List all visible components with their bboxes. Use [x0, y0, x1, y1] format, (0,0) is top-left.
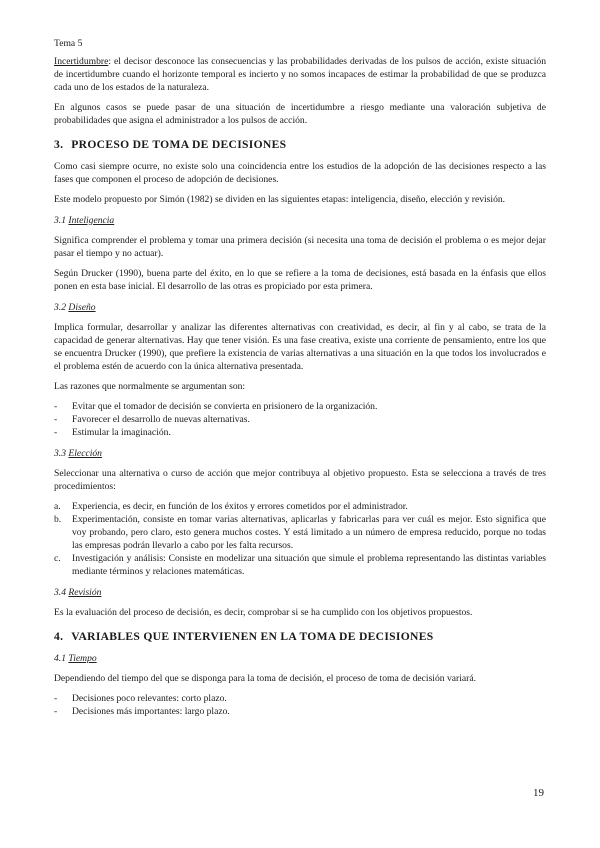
- procedures-list: [54, 500, 546, 578]
- topic-header: Tema 5: [54, 38, 83, 49]
- section-4-number: 4.: [54, 630, 64, 643]
- subsection-3-2-paragraph-1: Implica formular, desarrollar y analizar las diferentes alternativas con creatividad, es decir, al fin y al cabo, se trata de la capacidad de generar alternativas. Hay que tener visión. Es una fase creativa, existe una corriente de pensamiento, entre los que se encuentra Drucker (1990), que prefiere la existencia de varias alternativas a una situación en la que todos los involucrados e el problema estén de acuerdo con la única alternativa presentada.: [54, 322, 546, 372]
- section-3-heading: [54, 138, 546, 152]
- time-list: [54, 692, 546, 718]
- section-3-title: PROCESO DE TOMA DE DECISIONES: [71, 138, 287, 151]
- list-marker: b.: [54, 514, 62, 525]
- subsection-3-4-label: Revisión: [68, 587, 102, 598]
- reasons-list: [54, 400, 546, 439]
- subsection-4-1-number: 4.1: [54, 653, 66, 664]
- subsection-4-1-label: Tiempo: [68, 653, 97, 664]
- subsection-4-1-heading: [54, 652, 546, 665]
- subsection-3-1-label: Inteligencia: [68, 215, 115, 226]
- list-marker: c.: [54, 553, 61, 564]
- list-marker: a.: [54, 501, 61, 512]
- list-item: - Favorecer el desarrollo de nuevas alternativas.: [54, 413, 546, 426]
- list-item: [54, 552, 546, 578]
- section-4-title: VARIABLES QUE INTERVIENEN EN LA TOMA DE DECISIONES: [71, 630, 434, 643]
- uncertainty-term: Incertidumbre: [54, 56, 109, 67]
- risk-paragraph: En algunos casos se puede pasar de una situación de incertidumbre a riesgo mediante una valoración subjetiva de probabilidades que asigna el administrador a los pulsos de acción.: [54, 102, 546, 126]
- list-item-text: Experimentación, consiste en tomar varias alternativas, aplicarlas y fabricarlas para ver cuál es mejor. Esto significa que voy probando, pero claro, esto genera muchos costes. Y está limitado a un número de empresa reducido, porque no todas las empresas podrán llevarlo a cabo por les falta recursos.: [72, 514, 546, 551]
- list-item: [54, 513, 546, 552]
- section-3-paragraph-2: Este modelo propuesto por Simón (1982) se dividen en las siguientes etapas: inteligencia, diseño, elección y revisión.: [54, 194, 506, 205]
- subsection-3-4-number: 3.4: [54, 587, 66, 598]
- list-item: - Decisiones más importantes: largo plazo.: [54, 705, 546, 718]
- section-3-paragraph-1: Como casi siempre ocurre, no existe solo una coincidencia entre los estudios de la adopción de las decisiones respecto a las fases que componen el proceso de adopción de decisiones.: [54, 161, 546, 185]
- list-item-text: Experiencia, es decir, en función de los éxitos y errores cometidos por el administrador.: [72, 501, 408, 512]
- list-item-text: Investigación y análisis: Consiste en modelizar una situación que simule el problema representando las distintas variables mediante términos y relaciones matemáticas.: [72, 553, 546, 577]
- subsection-3-2-heading: [54, 301, 546, 314]
- subsection-3-1-paragraph-2: Según Drucker (1990), buena parte del éxito, en lo que se refiere a la toma de decisiones, está basada en la énfasis que ellos ponen en esta base inicial. El desarrollo de las otras es propiciado por esta primera.: [54, 268, 546, 292]
- subsection-3-3-number: 3.3: [54, 448, 66, 459]
- list-item: - Decisiones poco relevantes: corto plazo.: [54, 692, 546, 705]
- subsection-3-2-label: Diseño: [68, 302, 96, 313]
- uncertainty-paragraph: [54, 55, 546, 94]
- section-4-heading: [54, 630, 546, 644]
- subsection-3-3-heading: [54, 447, 546, 460]
- section-3-number: 3.: [54, 138, 64, 151]
- subsection-3-4-paragraph-1: Es la evaluación del proceso de decisión, es decir, comprobar si se ha cumplido con los objetivos propuestos.: [54, 607, 473, 618]
- list-item: [54, 500, 546, 513]
- list-item: - Estimular la imaginación.: [54, 426, 546, 439]
- subsection-3-2-number: 3.2: [54, 302, 66, 313]
- subsection-3-2-paragraph-2: Las razones que normalmente se argumentan son:: [54, 381, 246, 392]
- subsection-3-3-label: Elección: [68, 448, 102, 459]
- list-item: - Evitar que el tomador de decisión se convierta en prisionero de la organización.: [54, 400, 546, 413]
- subsection-3-1-number: 3.1: [54, 215, 66, 226]
- subsection-3-3-paragraph-1: Seleccionar una alternativa o curso de acción que mejor contribuya al objetivo propuesto. Esta se selecciona a través de tres procedimientos:: [54, 468, 546, 492]
- subsection-3-1-heading: [54, 214, 546, 227]
- subsection-3-4-heading: [54, 586, 546, 599]
- page-number: 19: [533, 787, 544, 799]
- subsection-4-1-paragraph-1: Dependiendo del tiempo del que se disponga para la toma de decisión, el proceso de toma de decisión variará.: [54, 673, 476, 684]
- uncertainty-text: : el decisor desconoce las consecuencias y las probabilidades derivadas de los pulsos de acción, existe situación de incertidumbre cuando el horizonte temporal es incierto y no somos incapaces de estimar la probabilidad de que se produzca cada uno de los estados de la naturaleza.: [54, 56, 546, 93]
- subsection-3-1-paragraph-1: Significa comprender el problema y tomar una primera decisión (si necesita una toma de decisión el problema o es mejor dejar pasar el tiempo y no actuar).: [54, 235, 546, 259]
- document-page: [54, 37, 546, 725]
